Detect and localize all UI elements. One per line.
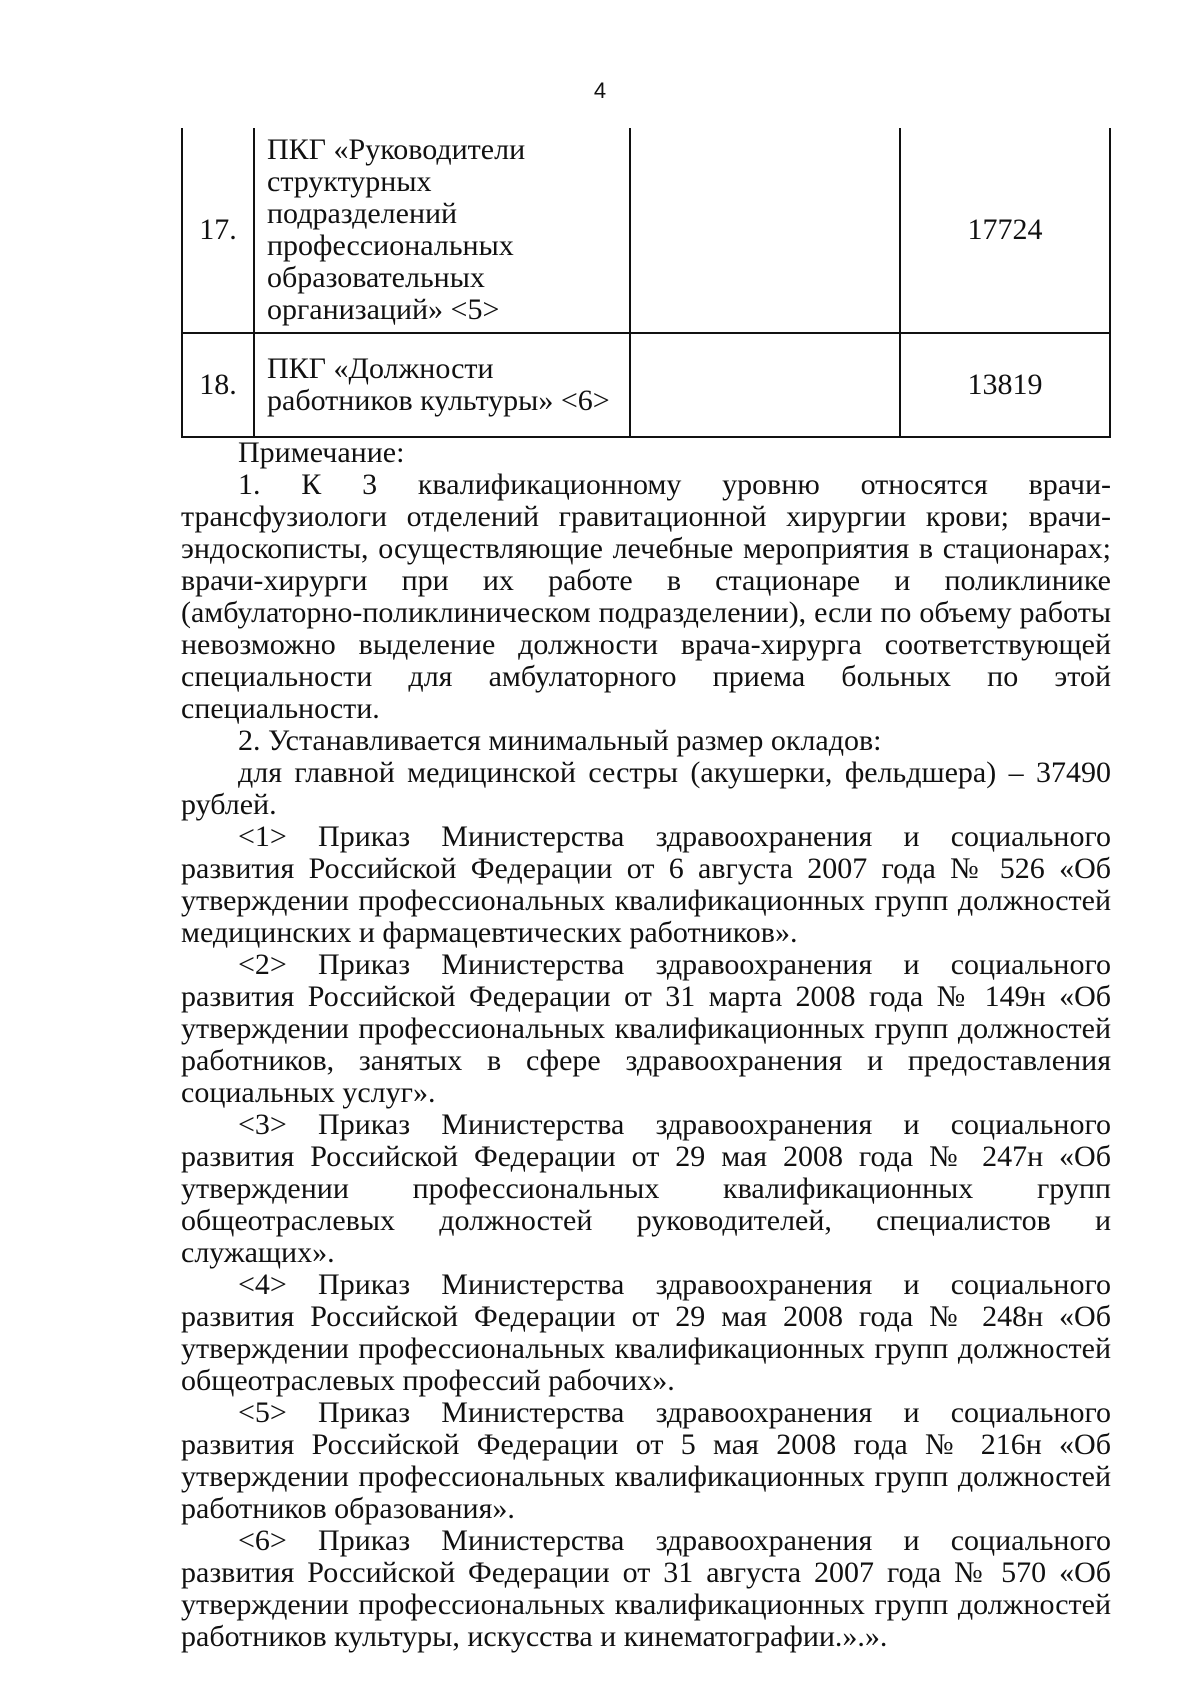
table-row bbox=[182, 128, 1110, 333]
row-name: ПКГ «Руководители структурных подразделений профессиональных образовательных организаций» <5> bbox=[254, 128, 630, 333]
salary-table bbox=[181, 128, 1111, 438]
footnote: <3> Приказ Министерства здравоохранения и социального развития Российской Федерации от 29 мая 2008 года № 247н «Об утверждении профессиональных квалификационных групп общеотраслевых должностей руководителей, специалистов и служащих». bbox=[181, 1108, 1111, 1269]
row-number: 18. bbox=[182, 333, 254, 437]
paragraph: 1. К 3 квалификационному уровню относятся врачи-трансфузиологи отделений гравитационной хирургии крови; врачи-эндоскописты, осуществляющие лечебные мероприятия в стационарах; врачи-хирурги при их работе в стационаре и поликлинике (амбулаторно-поликлиническом подразделении), если по объему работы невозможно выделение должности врача-хирурга соответствующей специальности для амбулаторного приема больных по этой специальности. bbox=[181, 468, 1111, 725]
paragraph: 2. Устанавливается минимальный размер окладов: bbox=[238, 724, 882, 757]
row-value: 17724 bbox=[900, 128, 1110, 333]
footnote: <4> Приказ Министерства здравоохранения и социального развития Российской Федерации от 29 мая 2008 года № 248н «Об утверждении профессиональных квалификационных групп должностей общеотраслевых профессий рабочих». bbox=[181, 1268, 1111, 1397]
row-number: 17. bbox=[182, 128, 254, 333]
empty-cell bbox=[630, 128, 900, 333]
footnote: <1> Приказ Министерства здравоохранения и социального развития Российской Федерации от 6 августа 2007 года № 526 «Об утверждении профессиональных квалификационных групп должностей медицинских и фармацевтических работников». bbox=[181, 820, 1111, 949]
note-title: Примечание: bbox=[238, 436, 405, 469]
paragraph: для главной медицинской сестры (акушерки, фельдшера) – 37490 рублей. bbox=[181, 756, 1111, 821]
page-number: 4 bbox=[593, 78, 607, 103]
row-name: ПКГ «Должности работников культуры» <6> bbox=[254, 333, 630, 437]
footnote: <5> Приказ Министерства здравоохранения и социального развития Российской Федерации от 5 мая 2008 года № 216н «Об утверждении профессиональных квалификационных групп должностей работников образования». bbox=[181, 1396, 1111, 1525]
table-row bbox=[182, 333, 1110, 437]
empty-cell bbox=[630, 333, 900, 437]
footnote: <2> Приказ Министерства здравоохранения и социального развития Российской Федерации от 31 марта 2008 года № 149н «Об утверждении профессиональных квалификационных групп должностей работников, занятых в сфере здравоохранения и предоставления социальных услуг». bbox=[181, 948, 1111, 1109]
notes-section bbox=[181, 437, 1111, 1653]
footnote: <6> Приказ Министерства здравоохранения и социального развития Российской Федерации от 31 августа 2007 года № 570 «Об утверждении профессиональных квалификационных групп должностей работников культуры, искусства и кинематографии.».». bbox=[181, 1524, 1111, 1653]
row-value: 13819 bbox=[900, 333, 1110, 437]
